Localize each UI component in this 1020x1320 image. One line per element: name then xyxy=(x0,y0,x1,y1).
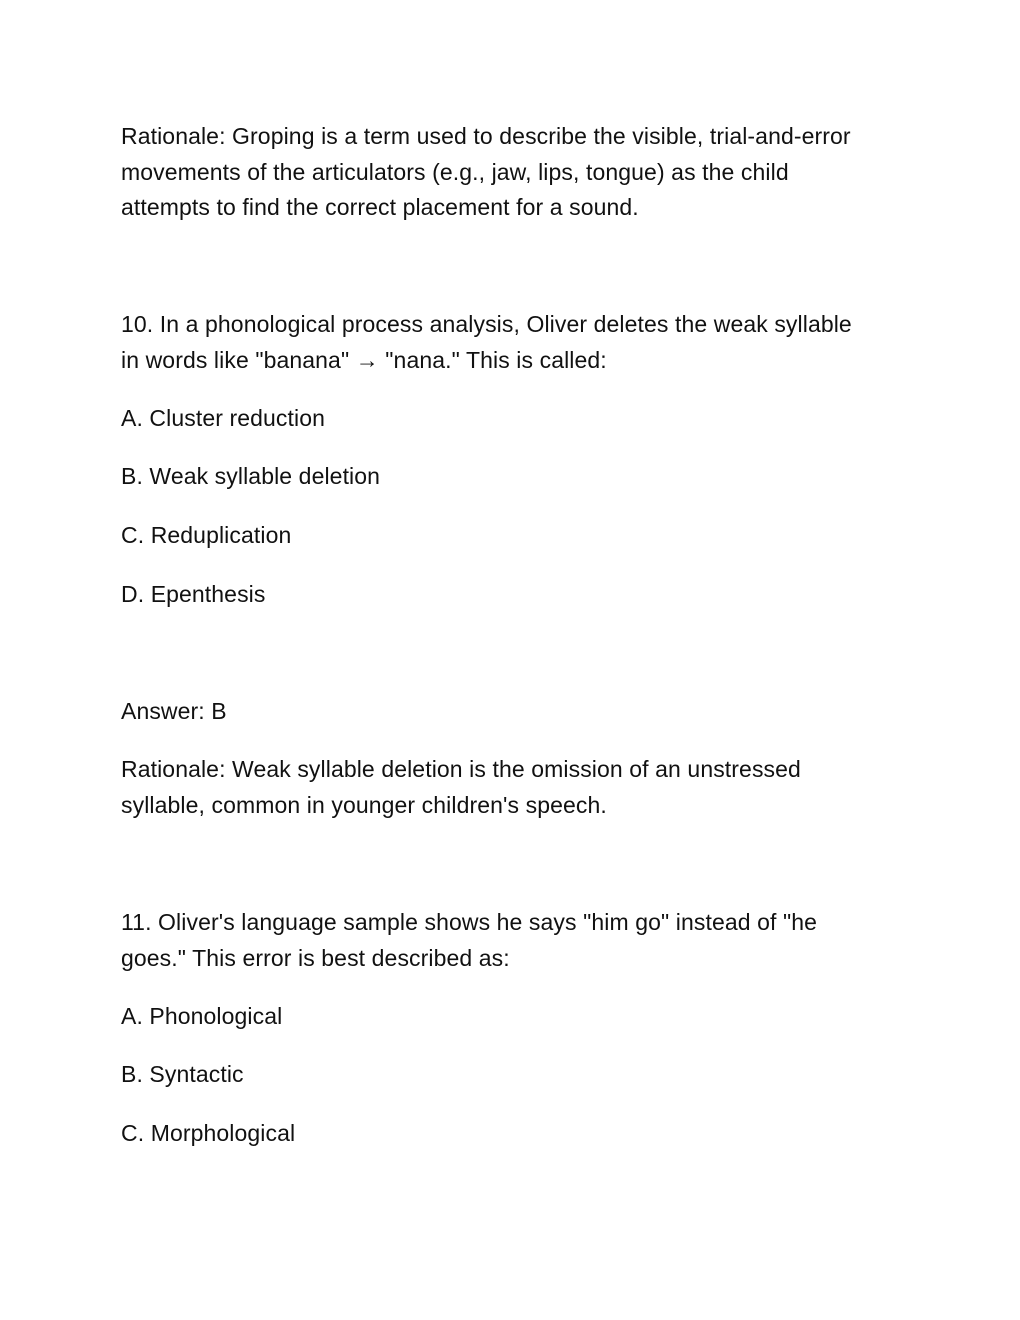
rationale-line: Rationale: Groping is a term used to describe the visible, trial-and-error xyxy=(121,123,851,149)
question-10-option-d: D. Epenthesis xyxy=(121,581,266,607)
question-11-option-c: C. Morphological xyxy=(121,1120,296,1146)
question-10-stem xyxy=(121,307,911,378)
rationale-line: attempts to find the correct placement for a sound. xyxy=(121,194,639,220)
rationale-line: movements of the articulators (e.g., jaw, lips, tongue) as the child xyxy=(121,158,789,185)
question-10-option-a: A. Cluster reduction xyxy=(121,405,325,431)
question-10-option-b: B. Weak syllable deletion xyxy=(121,463,381,489)
rationale-line: syllable, common in younger children's speech. xyxy=(121,791,607,818)
question-10-option-c: C. Reduplication xyxy=(121,522,292,548)
rationale-paragraph xyxy=(121,119,911,226)
question-10-rationale xyxy=(121,752,911,823)
rationale-line: Rationale: Weak syllable deletion is the omission of an unstressed xyxy=(121,756,801,782)
question-stem-line: goes." This error is best described as: xyxy=(121,944,510,971)
question-11-option-b: B. Syntactic xyxy=(121,1061,244,1087)
question-10-answer: Answer: B xyxy=(121,698,227,724)
question-stem-line: 11. Oliver's language sample shows he says "him go" instead of "he xyxy=(121,909,818,935)
question-stem-line: 10. In a phonological process analysis, Oliver deletes the weak syllable xyxy=(121,311,852,337)
question-11-option-a: A. Phonological xyxy=(121,1003,283,1029)
question-stem-line: in words like "banana" → "nana." This is called: xyxy=(121,346,607,373)
question-11-stem xyxy=(121,905,911,976)
